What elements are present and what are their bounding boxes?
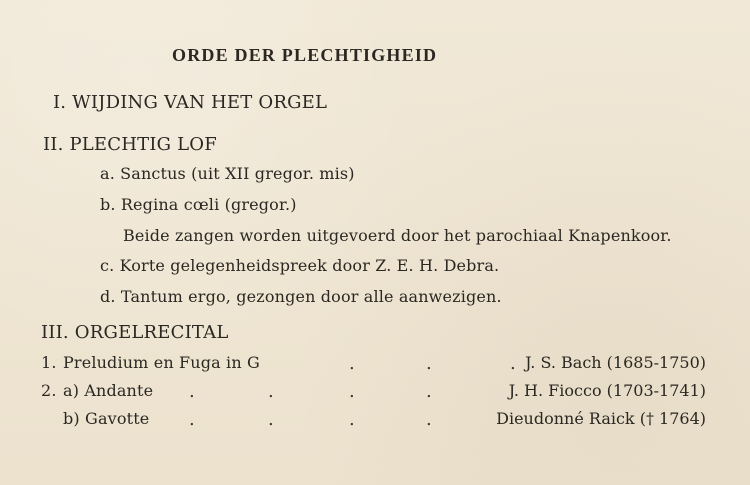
recital-composer-1: J. S. Bach (1685-1750) (525, 353, 706, 372)
section-wijding: I. WIJDING VAN HET ORGEL (53, 92, 328, 113)
leader-dot: . (349, 409, 355, 430)
leader-dot: . (268, 409, 274, 430)
section-orgelrecital: III. ORGELRECITAL (41, 322, 229, 343)
recital-composer-3: Dieudonné Raick († 1764) (496, 409, 706, 428)
leader-dot: . (268, 381, 274, 402)
leader-dot: . (349, 381, 355, 402)
leader-dot: . (426, 353, 432, 374)
recital-work-3: b) Gavotte (63, 409, 150, 428)
lof-item-b: b. Regina cœli (gregor.) (100, 195, 297, 214)
section-plechtig-lof: II. PLECHTIG LOF (43, 134, 217, 155)
recital-work-2: a) Andante (63, 381, 154, 400)
leader-dot: . (189, 381, 195, 402)
lof-item-a: a. Sanctus (uit XII gregor. mis) (100, 164, 355, 183)
lof-note: Beide zangen worden uitgevoerd door het parochiaal Knapenkoor. (123, 226, 672, 245)
leader-dot: . (426, 409, 432, 430)
lof-item-d: d. Tantum ergo, gezongen door alle aanwezigen. (100, 287, 502, 306)
leader-dot: . (426, 381, 432, 402)
recital-work-1: Preludium en Fuga in G (63, 353, 260, 372)
leader-dot: . (510, 353, 516, 374)
recital-number-2: 2. (41, 381, 57, 400)
page-title: ORDE DER PLECHTIGHEID (172, 45, 438, 65)
leader-dot: . (349, 353, 355, 374)
recital-number-1: 1. (41, 353, 57, 372)
leader-dot: . (189, 409, 195, 430)
recital-composer-2: J. H. Fiocco (1703-1741) (508, 381, 706, 400)
lof-item-c: c. Korte gelegenheidspreek door Z. E. H. Debra. (100, 256, 500, 275)
